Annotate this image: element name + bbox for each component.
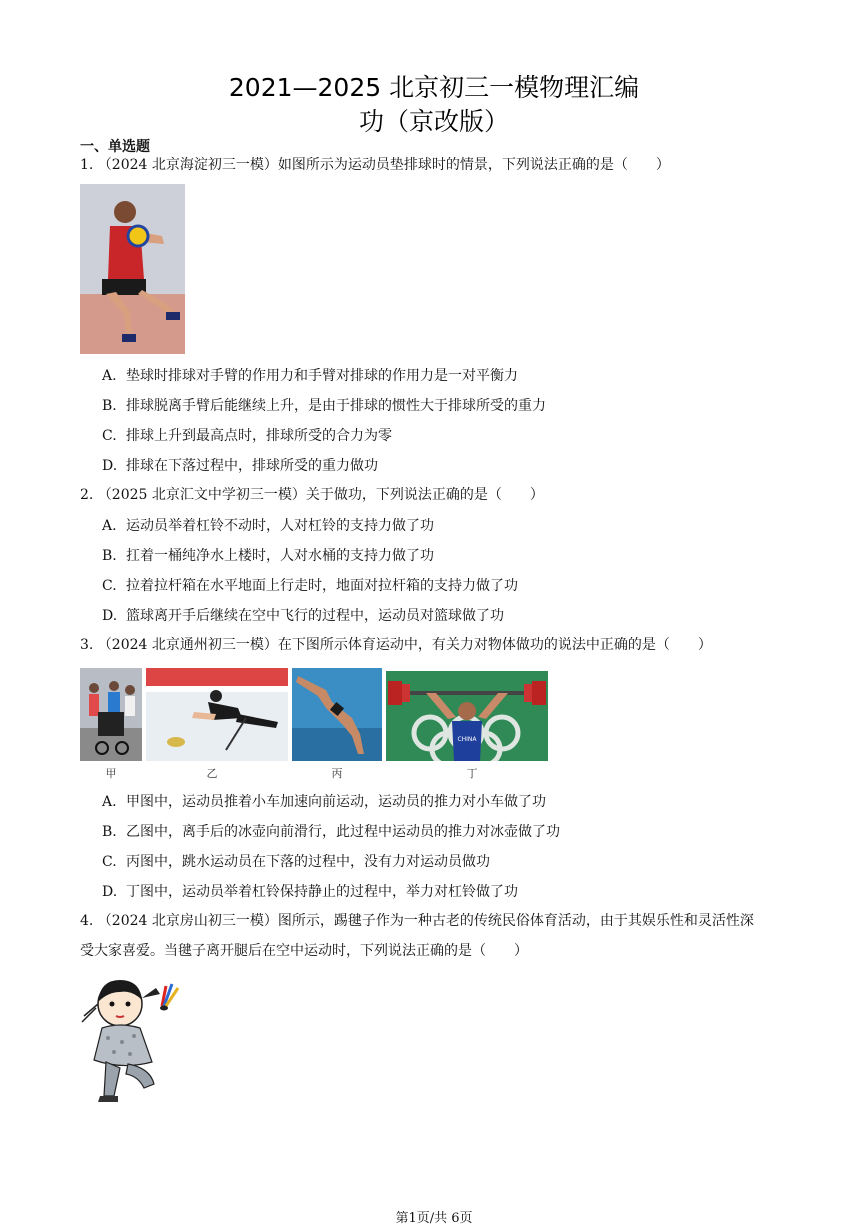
caption-yi: 乙 bbox=[206, 767, 218, 780]
q3-option-b[interactable] bbox=[102, 822, 560, 842]
question-1-stem: 1. （2024 北京海淀初三一模）如图所示为运动员垫排球时的情景，下列说法正确的是（ ） bbox=[80, 157, 670, 173]
shuttlecock-kicking-image bbox=[78, 972, 193, 1112]
volleyball-player-image bbox=[80, 184, 185, 354]
option-text: 排球脱离手臂后能继续上升，是由于排球的惯性大于排球所受的重力 bbox=[126, 398, 546, 414]
question-2-stem: 2. （2025 北京汇文中学初三一模）关于做功，下列说法正确的是（ ） bbox=[80, 487, 544, 503]
weightlifter-image bbox=[386, 671, 548, 761]
q2-option-a[interactable] bbox=[102, 516, 434, 536]
q1-option-b[interactable] bbox=[102, 396, 546, 416]
q1-option-c[interactable] bbox=[102, 426, 392, 446]
option-text: 丙图中，跳水运动员在下落的过程中，没有力对运动员做功 bbox=[126, 854, 490, 870]
option-text: 拉着拉杆箱在水平地面上行走时，地面对拉杆箱的支持力做了功 bbox=[126, 578, 518, 594]
option-text: 乙图中，离手后的冰壶向前滑行，此过程中运动员的推力对冰壶做了功 bbox=[126, 824, 560, 840]
diving-image bbox=[292, 668, 382, 761]
option-label: C. bbox=[102, 428, 117, 444]
option-text: 排球在下落过程中，排球所受的重力做功 bbox=[126, 458, 378, 474]
option-label: D. bbox=[102, 608, 118, 624]
q1-option-a[interactable] bbox=[102, 366, 518, 386]
page-footer: 第1页/共 6页 bbox=[395, 1211, 473, 1226]
question-4-stem-line1: 4. （2024 北京房山初三一模）图所示，踢毽子作为一种古老的传统民俗体育活动，由于其娱乐性和灵活性深 bbox=[80, 913, 754, 929]
option-label: D. bbox=[102, 884, 118, 900]
option-text: 运动员举着杠铃不动时，人对杠铃的支持力做了功 bbox=[126, 518, 434, 534]
q3-option-c[interactable] bbox=[102, 852, 490, 872]
option-label: A. bbox=[102, 794, 117, 810]
document-title: 2021—2025 北京初三一模物理汇编 bbox=[228, 73, 640, 102]
caption-bing: 丙 bbox=[331, 767, 343, 780]
option-label: B. bbox=[102, 398, 117, 414]
option-label: B. bbox=[102, 824, 117, 840]
q3-option-d[interactable] bbox=[102, 882, 518, 902]
question-3-stem: 3. （2024 北京通州初三一模）在下图所示体育运动中，有关力对物体做功的说法中正确的是（ ） bbox=[80, 637, 712, 653]
caption-jia: 甲 bbox=[105, 767, 117, 780]
option-label: D. bbox=[102, 458, 118, 474]
q2-option-c[interactable] bbox=[102, 576, 518, 596]
option-text: 扛着一桶纯净水上楼时，人对水桶的支持力做了功 bbox=[126, 548, 434, 564]
option-text: 篮球离开手后继续在空中飞行的过程中，运动员对篮球做了功 bbox=[126, 608, 504, 624]
stroller-runner-image bbox=[80, 668, 142, 761]
q2-option-b[interactable] bbox=[102, 546, 434, 566]
option-text: 垫球时排球对手臂的作用力和手臂对排球的作用力是一对平衡力 bbox=[126, 368, 518, 384]
q3-option-a[interactable] bbox=[102, 792, 546, 812]
option-label: B. bbox=[102, 548, 117, 564]
option-label: C. bbox=[102, 578, 117, 594]
document-subtitle: 功（京改版） bbox=[358, 107, 509, 136]
q1-option-d[interactable] bbox=[102, 456, 378, 476]
curling-image bbox=[146, 668, 288, 761]
option-text: 甲图中，运动员推着小车加速向前运动，运动员的推力对小车做了功 bbox=[126, 794, 546, 810]
question-4-stem-line2: 受大家喜爱。当毽子离开腿后在空中运动时，下列说法正确的是（ ） bbox=[80, 943, 528, 959]
option-label: A. bbox=[102, 368, 117, 384]
shirt-lettering: CHINA bbox=[457, 736, 477, 743]
section-heading: 一、单选题 bbox=[80, 139, 150, 155]
q2-option-d[interactable] bbox=[102, 606, 504, 626]
option-text: 丁图中，运动员举着杠铃保持静止的过程中，举力对杠铃做了功 bbox=[126, 884, 518, 900]
option-text: 排球上升到最高点时，排球所受的合力为零 bbox=[126, 428, 392, 444]
option-label: C. bbox=[102, 854, 117, 870]
option-label: A. bbox=[102, 518, 117, 534]
caption-ding: 丁 bbox=[466, 767, 478, 780]
